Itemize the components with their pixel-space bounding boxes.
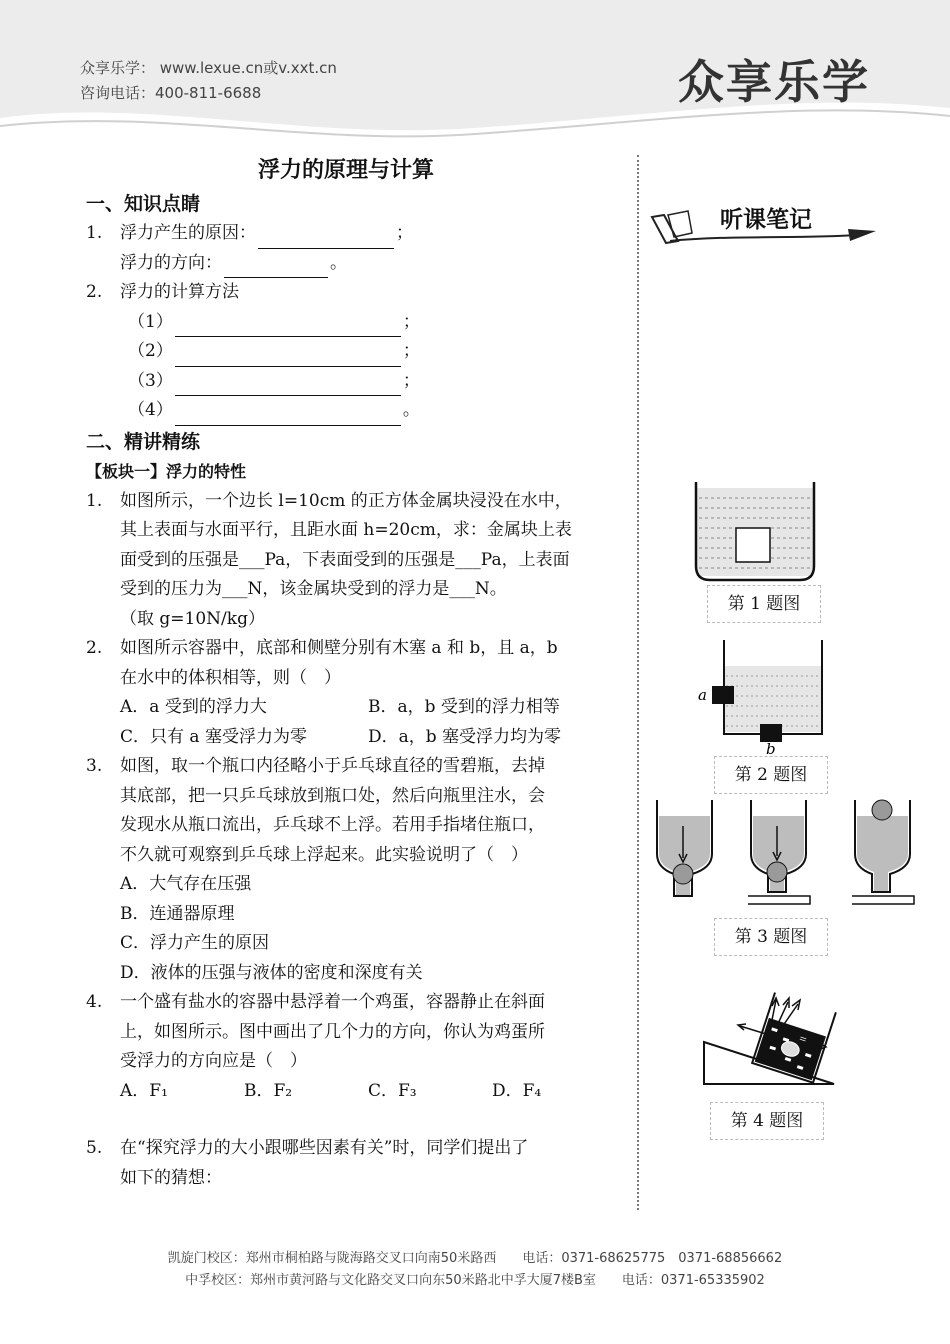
answer-blank[interactable]: [258, 228, 394, 249]
method-line-4: （4） 。: [86, 396, 616, 426]
question-1: 1. 如图所示，一个边长 l=10cm 的正方体金属块浸没在水中， 其上表面与水面平行，且距水面 h=20cm，求：金属块上表 面受到的压强是___Pa，下表面受到的压强是___Pa，上表面 受到的压力为___N，该金属块受到的浮力是___N。 （取 g=10N/kg）: [86, 490, 572, 629]
method-line-3: （3） ；: [86, 367, 616, 397]
question-4-options: [86, 1077, 616, 1107]
option-a[interactable]: A．F₁: [120, 1080, 168, 1101]
notes-title: 听课笔记: [720, 206, 812, 233]
block-heading-1: 【板块一】浮力的特性: [86, 462, 247, 481]
section-heading-1: 一、知识点睛: [86, 192, 201, 215]
header-phone: 咨询电话：400-811-6688: [80, 84, 262, 102]
answer-blank[interactable]: [175, 405, 401, 426]
figure-1-container: [690, 480, 820, 585]
knowledge-item-1: 1. 浮力产生的原因： ；: [86, 219, 616, 249]
worksheet: [86, 150, 616, 1193]
plug-a: [712, 686, 734, 704]
answer-blank[interactable]: [224, 257, 328, 278]
label-a: a: [698, 686, 707, 704]
section-heading-2: 二、精讲精练: [86, 430, 201, 453]
question-4: 4. 一个盛有盐水的容器中悬浮着一个鸡蛋，容器静止在斜面 上，如图所示。图中画出了几个力的方向，你认为鸡蛋所 受浮力的方向应是（ ）: [86, 992, 545, 1071]
footer-campus-1: 凯旋门校区：郑州市桐柏路与陇海路交叉口向南50米路西 电话：0371-68625775 0371-68856662: [167, 1251, 783, 1266]
question-5: 5. 在“探究浮力的大小跟哪些因素有关”时，同学们提出了 如下的猜想：: [86, 1138, 529, 1188]
option-c[interactable]: C．只有 a 塞受浮力为零: [120, 726, 307, 747]
option-d[interactable]: D．F₄: [492, 1080, 542, 1101]
figure-4-container: [700, 992, 840, 1088]
question-2: 2. 如图所示容器中，底部和侧壁分别有木塞 a 和 b，且 a，b 在水中的体积相等，则（ ）: [86, 638, 558, 688]
option-c[interactable]: C．F₃: [368, 1080, 417, 1101]
notes-divider: [637, 155, 639, 1210]
header-site: 众享乐学： www.lexue.cn或v.xxt.cn: [80, 59, 337, 77]
method-line-1: （1） ；: [86, 308, 616, 338]
knowledge-item-2: 2. 浮力的计算方法: [86, 282, 239, 302]
question-3: 3. 如图，取一个瓶口内径略小于乒乓球直径的雪碧瓶，去掉 其底部，把一只乒乓球放到瓶口处，然后向瓶里注水，会 发现水从瓶口流出，乒乓球不上浮。若用手指堵住瓶口， 不久就可观察到乒乓球上浮起来。此实验说明了（ ）: [86, 756, 545, 865]
question-2-options-row1: [86, 693, 616, 723]
bottle-3: [852, 800, 914, 904]
page-header: [0, 0, 950, 150]
figure-3-container: [650, 796, 920, 914]
figure-2-container: [692, 636, 832, 756]
option-d[interactable]: D．液体的压强与液体的密度和深度有关: [120, 962, 423, 983]
figure-2-caption: 第 2 题图: [714, 756, 828, 794]
figure-3-caption: 第 3 题图: [714, 918, 828, 956]
knowledge-item-1b: 浮力的方向： 。: [86, 249, 616, 279]
option-a[interactable]: A．大气存在压强: [120, 874, 252, 894]
answer-blank[interactable]: [175, 375, 401, 396]
option-b[interactable]: B．a，b 受到的浮力相等: [368, 697, 560, 717]
brand-logo: 众享乐学: [678, 55, 870, 109]
option-c[interactable]: C．浮力产生的原因: [120, 933, 270, 953]
answer-blank[interactable]: [175, 346, 401, 367]
option-b[interactable]: B．F₂: [244, 1080, 293, 1101]
figure-1-caption: 第 1 题图: [707, 585, 821, 623]
footer-campus-2: 中孚校区：郑州市黄河路与文化路交叉口向东50米路北中孚大厦7楼B室 电话：0371-65335902: [185, 1273, 765, 1288]
figure-4-caption: 第 4 题图: [710, 1102, 824, 1140]
method-line-2: （2） ；: [86, 337, 616, 367]
bottle-2: [748, 800, 810, 904]
answer-blank[interactable]: [175, 316, 401, 337]
bottle-1: [657, 800, 712, 896]
option-a[interactable]: A．a 受到的浮力大: [120, 697, 267, 717]
metal-cube: [736, 528, 770, 562]
question-2-options-row2: [86, 723, 616, 753]
label-b: b: [766, 740, 776, 756]
page-footer: [0, 1248, 950, 1292]
option-d[interactable]: D．a，b 塞受浮力均为零: [368, 726, 562, 747]
page-title: 浮力的原理与计算: [257, 157, 434, 183]
option-b[interactable]: B．连通器原理: [120, 903, 235, 924]
